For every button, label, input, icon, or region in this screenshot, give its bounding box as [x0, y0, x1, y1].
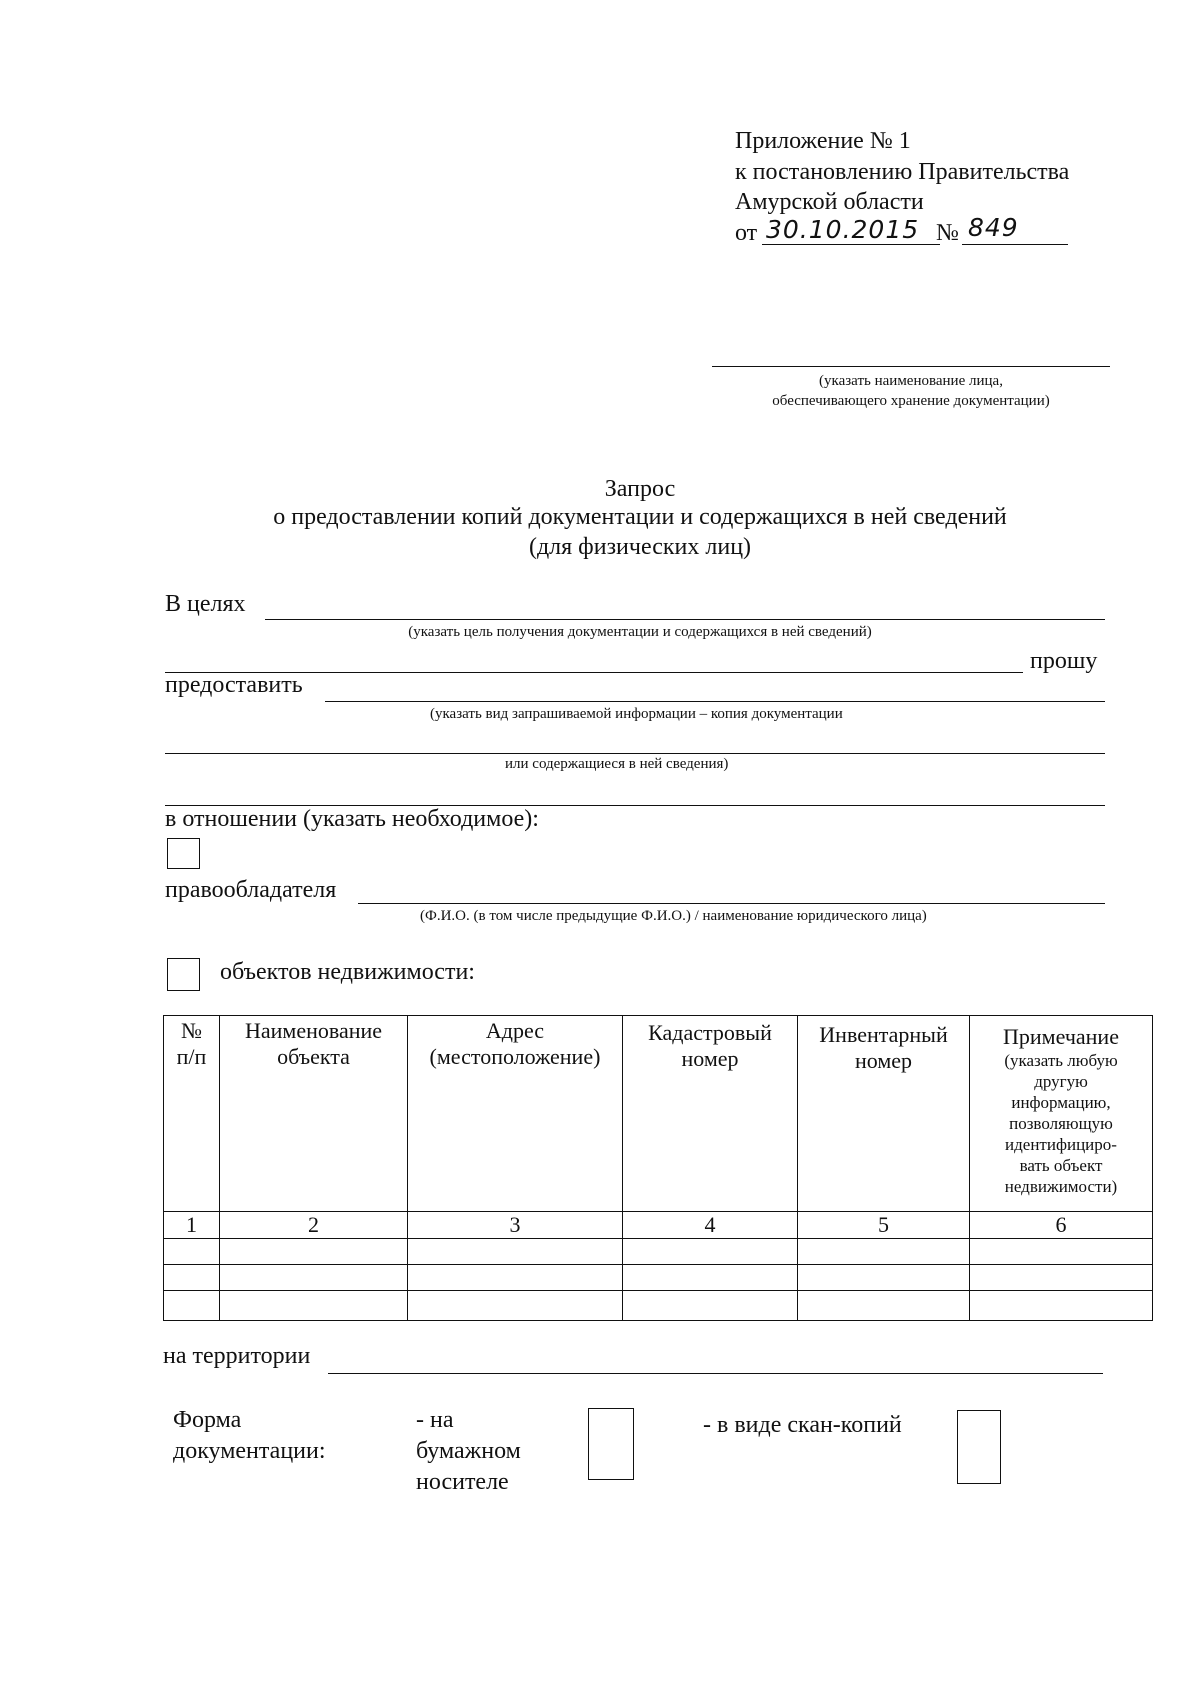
- paper-option-line-1: - на: [416, 1407, 454, 1433]
- purpose-label: В целях: [165, 591, 246, 617]
- column-number-1: 1: [164, 1212, 220, 1239]
- scan-option: - в виде скан-копий: [703, 1412, 902, 1438]
- table-cell[interactable]: [408, 1239, 623, 1265]
- table-numbering-row: [164, 1212, 1153, 1239]
- table-cell[interactable]: [220, 1291, 408, 1321]
- date-underline: [762, 244, 940, 245]
- purpose-caption: (указать цель получения документации и содержащихся в ней сведений): [408, 624, 872, 640]
- owner-field[interactable]: [358, 903, 1105, 904]
- owner-caption: (Ф.И.О. (в том числе предыдущие Ф.И.О.) / наименование юридического лица): [420, 908, 927, 924]
- table-row[interactable]: [164, 1239, 1153, 1265]
- header-cadastral-number: Кадастровый номер: [623, 1016, 798, 1212]
- column-number-5: 5: [798, 1212, 970, 1239]
- appendix-line-1: Приложение № 1: [735, 128, 911, 154]
- table-cell[interactable]: [220, 1239, 408, 1265]
- info-caption-2: или содержащиеся в ней сведения): [505, 756, 729, 772]
- table-cell[interactable]: [164, 1239, 220, 1265]
- header-object-name: Наименование объекта: [220, 1016, 408, 1212]
- appendix-line-3: Амурской области: [735, 189, 924, 215]
- table-cell[interactable]: [408, 1265, 623, 1291]
- holder-line: [712, 366, 1110, 367]
- column-number-2: 2: [220, 1212, 408, 1239]
- appendix-date: 30.10.2015: [766, 215, 920, 244]
- info-caption-1: (указать вид запрашиваемой информации – копия документации: [430, 706, 843, 722]
- objects-table: [163, 1015, 1153, 1321]
- number-underline: [962, 244, 1068, 245]
- table-header-row: [164, 1016, 1153, 1212]
- table-row[interactable]: [164, 1265, 1153, 1291]
- table-cell[interactable]: [623, 1239, 798, 1265]
- column-number-6: 6: [970, 1212, 1153, 1239]
- header-note: Примечание (указать любую другую информацию, позволяющую идентифициро- вать объект недвижимости): [970, 1016, 1153, 1212]
- table-cell[interactable]: [408, 1291, 623, 1321]
- owner-checkbox[interactable]: [167, 838, 200, 869]
- appendix-number-label: №: [936, 220, 959, 246]
- scan-checkbox[interactable]: [957, 1410, 1001, 1484]
- table-cell[interactable]: [623, 1265, 798, 1291]
- column-number-3: 3: [408, 1212, 623, 1239]
- column-number-4: 4: [623, 1212, 798, 1239]
- territory-label: на территории: [163, 1343, 311, 1369]
- objects-label: объектов недвижимости:: [220, 959, 475, 985]
- objects-checkbox[interactable]: [167, 958, 200, 991]
- ask-label: прошу: [1030, 648, 1098, 674]
- appendix-line-2: к постановлению Правительства: [735, 159, 1070, 185]
- header-inventory-number: Инвентарный номер: [798, 1016, 970, 1212]
- title-line-1: Запрос: [604, 476, 676, 502]
- table-cell[interactable]: [220, 1265, 408, 1291]
- provide-label: предоставить: [165, 672, 303, 698]
- table-cell[interactable]: [798, 1265, 970, 1291]
- table-row[interactable]: [164, 1291, 1153, 1321]
- table-cell[interactable]: [798, 1239, 970, 1265]
- doc-form-label-2: документации:: [173, 1438, 326, 1464]
- paper-checkbox[interactable]: [588, 1408, 634, 1480]
- header-number: № п/п: [164, 1016, 220, 1212]
- regarding-label: в отношении (указать необходимое):: [165, 806, 539, 832]
- header-address: Адрес (местоположение): [408, 1016, 623, 1212]
- table-cell[interactable]: [623, 1291, 798, 1321]
- table-cell[interactable]: [164, 1265, 220, 1291]
- title-line-3: (для физических лиц): [528, 534, 752, 560]
- territory-field[interactable]: [328, 1373, 1103, 1374]
- table-cell[interactable]: [970, 1239, 1153, 1265]
- appendix-number: 849: [968, 213, 1019, 242]
- holder-caption-1: (указать наименование лица,: [819, 373, 1003, 389]
- paper-option-line-2: бумажном: [416, 1438, 521, 1464]
- provide-field[interactable]: [325, 701, 1105, 702]
- table-cell[interactable]: [164, 1291, 220, 1321]
- table-cell[interactable]: [970, 1291, 1153, 1321]
- table-cell[interactable]: [970, 1265, 1153, 1291]
- title-line-2: о предоставлении копий документации и содержащихся в ней сведений: [273, 504, 1007, 530]
- holder-caption-2: обеспечивающего хранение документации): [772, 393, 1050, 409]
- appendix-from-label: от: [735, 220, 758, 246]
- owner-label: правообладателя: [165, 877, 337, 903]
- table-cell[interactable]: [798, 1291, 970, 1321]
- paper-option-line-3: носителе: [416, 1469, 509, 1495]
- doc-form-label-1: Форма: [173, 1407, 242, 1433]
- purpose-field[interactable]: [265, 619, 1105, 620]
